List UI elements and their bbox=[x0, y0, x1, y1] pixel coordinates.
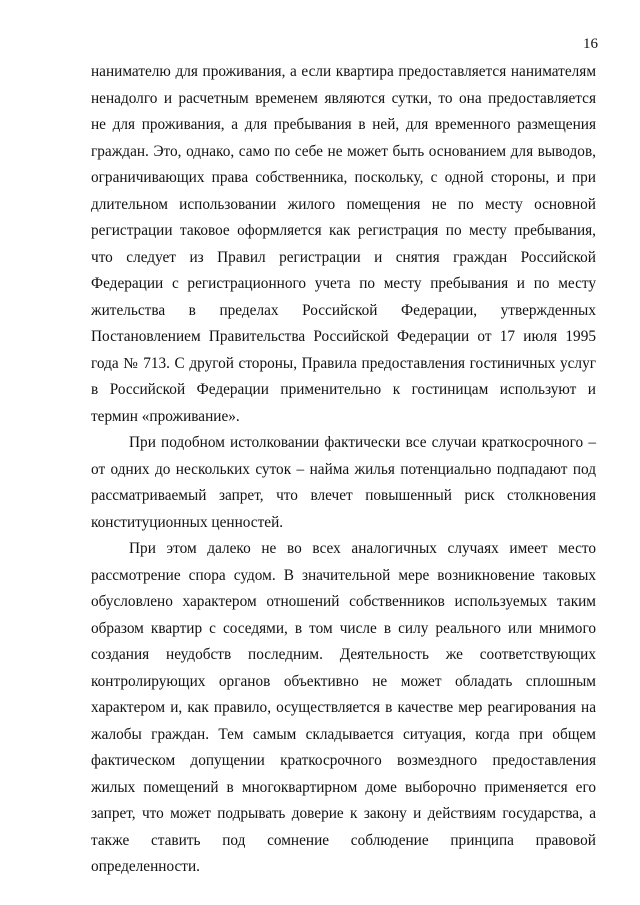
text-line: в Российской Федерации применительно к гостиницам используют и bbox=[91, 381, 596, 398]
text-line: жалобы граждан. Тем самым складывается ситуация, когда при общем bbox=[91, 725, 596, 743]
text-line: граждан. Это, однако, само по себе не может быть основанием для выводов, bbox=[91, 142, 596, 160]
page-number: 16 bbox=[583, 36, 598, 52]
text-line: термин «проживание». bbox=[91, 407, 240, 425]
text-line: При подобном истолковании фактически все случаи краткосрочного – bbox=[129, 434, 596, 451]
paragraph bbox=[91, 430, 596, 536]
text-line: конституционных ценностей. bbox=[91, 513, 284, 531]
text-line: При этом далеко не во всех аналогичных случаях имеет место bbox=[129, 540, 596, 557]
paragraph bbox=[91, 59, 596, 430]
text-line: характером и, как правило, осуществляется в качестве мер реагирования на bbox=[91, 699, 596, 716]
text-line: что следует из Правил регистрации и снятия граждан Российской bbox=[91, 248, 596, 266]
text-line: запрет, что может подрывать доверие к закону и действиям государства, а bbox=[91, 805, 596, 822]
text-line: от одних до нескольких суток – найма жилья потенциально подпадают под bbox=[91, 460, 596, 478]
text-line: длительном использовании жилого помещения не по месту основной bbox=[91, 195, 596, 213]
text-line: рассмотрение спора судом. В значительной мере возникновение таковых bbox=[91, 566, 596, 584]
text-line: жилых помещений в многоквартирном доме выборочно применяется его bbox=[91, 778, 596, 796]
text-line: образом квартир с соседями, в том числе в силу реального или мнимого bbox=[91, 619, 596, 637]
text-line: контролирующих органов объективно не может обладать сплошным bbox=[91, 672, 596, 690]
document-body bbox=[91, 59, 596, 881]
text-line: ограничивающих права собственника, поскольку, с одной стороны, и при bbox=[91, 169, 596, 186]
text-line: жительства в пределах Российской Федерации, утвержденных bbox=[91, 301, 596, 319]
text-line: ненадолго и расчетным временем являются сутки, то она предоставляется bbox=[91, 89, 596, 107]
text-line: не для проживания, а для пребывания в ней, для временного размещения bbox=[91, 116, 596, 133]
text-line: Постановлением Правительства Российской Федерации от 17 июля 1995 bbox=[91, 328, 596, 345]
paragraph bbox=[91, 536, 596, 881]
text-line: создания неудобств последним. Деятельность же соответствующих bbox=[91, 646, 596, 663]
text-line: нанимателю для проживания, а если квартира предоставляется нанимателям bbox=[91, 63, 596, 80]
text-line: определенности. bbox=[91, 858, 200, 875]
text-line: также ставить под сомнение соблюдение принципа правовой bbox=[91, 831, 596, 849]
text-line: года № 713. С другой стороны, Правила предоставления гостиничных услуг bbox=[91, 354, 596, 372]
text-line: фактическом допущении краткосрочного возмездного предоставления bbox=[91, 752, 596, 769]
text-line: регистрации таковое оформляется как регистрация по месту пребывания, bbox=[91, 222, 596, 239]
text-line: рассматриваемый запрет, что влечет повышенный риск столкновения bbox=[91, 487, 596, 504]
text-line: обусловлено характером отношений собственников используемых таким bbox=[91, 593, 596, 610]
text-line: Федерации с регистрационного учета по месту пребывания и по месту bbox=[91, 275, 596, 292]
